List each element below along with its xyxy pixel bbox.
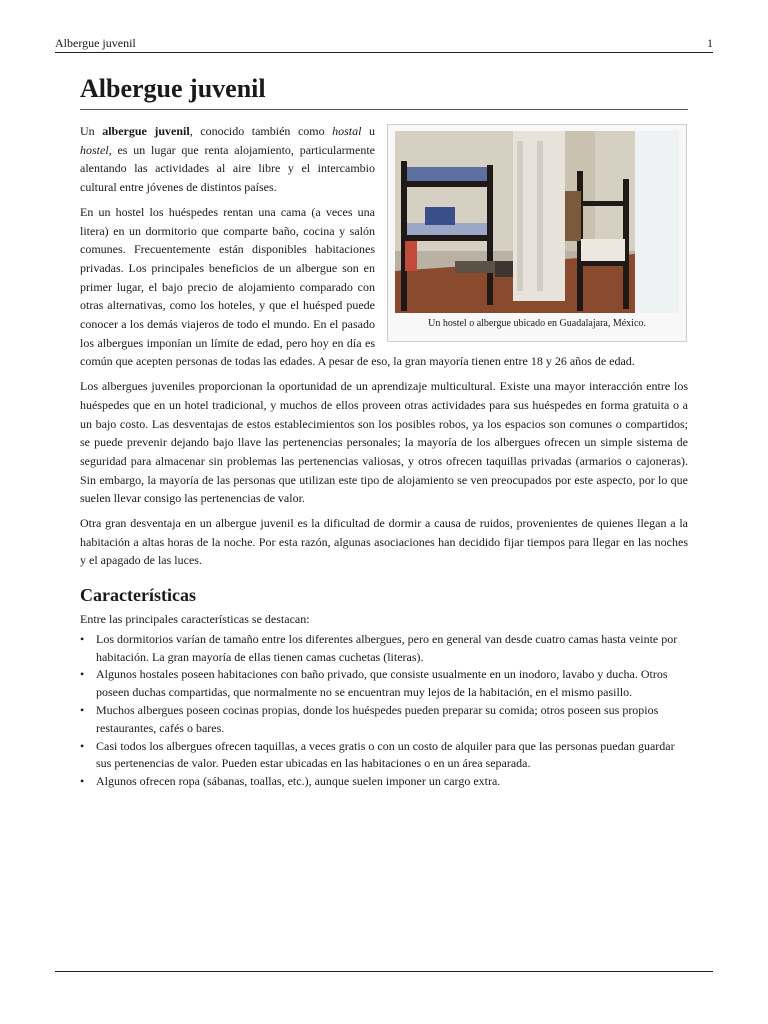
intro-text: Un <box>80 124 103 138</box>
intro-italic-term: hostel <box>80 142 109 157</box>
body-paragraph: Los albergues juveniles proporcionan la oportunidad de un aprendizaje multicultural. Existe una mayor interacción entre los huéspedes que en un hotel tradicional, y muchos de ellos proveen otras actividades para sus huéspedes en forma gratuita o a un bajo costo. Las desventajas de estos establecimientos son los posibles robos, ya los espacios son comunes o compartidos; se puede prevenir dejando bajo llave las pertenencias personales; la mayoría de los albergues ofrecen un simple sistema de seguridad para almacenar sin problemas las pertenencias valiosas, y otros ofrecen taquillas privadas (armarios o cajoneras). Sin embargo, la mayoría de las personas que utilizan este tipo de alojamiento se ven preocupados por este aspecto, por lo que suelen llevar consigo las pertenencias de valor. <box>80 379 688 506</box>
intro-text: , conocido también como <box>189 124 333 138</box>
list-item: • Algunos ofrecen ropa (sábanas, toallas, etc.), aunque suelen imponer un cargo extra. <box>96 773 688 791</box>
intro-bold-term: albergue juvenil <box>102 124 190 138</box>
page-number: 1 <box>707 36 713 50</box>
running-title: Albergue juvenil <box>55 36 136 50</box>
list-item: • Muchos albergues poseen cocinas propias, donde los huéspedes pueden preparar su comida; otros poseen sus propios restaurantes, cafés o bares. <box>96 702 688 738</box>
list-item: • Casi todos los albergues ofrecen taquillas, a veces gratis o con un costo de alquiler para que las personas puedan guardar sus pertenencias de valor. Pueden estar ubicadas en las habitaciones o en un área separada. <box>96 738 688 774</box>
figure <box>387 124 687 342</box>
figure-caption: Un hostel o albergue ubicado en Guadalajara, México. <box>428 318 646 329</box>
intro-text: u <box>361 124 376 138</box>
body-paragraph: Otra gran desventaja en un albergue juvenil es la dificultad de dormir a causa de ruidos, provenientes de quienes llegan a la habitación a altas horas de la noche. Por esta razón, algunas asociaciones han decidido fijar tiempos para llegar en las noches y el apagado de las luces. <box>80 516 688 568</box>
section-intro: Entre las principales características se destacan: <box>80 612 310 627</box>
body-paragraph: En un hostel los huéspedes rentan una cama (a veces una litera) en un dormitorio que comparte baño, cocina y salón comunes. Frecuentemente están disponibles habitaciones privadas. Los principales beneficios de un albergue son en primer lugar, el bajo precio de alojamiento comparado con otras alternativas, como los hoteles, y que el huésped puede conocer a los demás viajeros de todo el mundo. En el pasado los albergues imponían un límite de edad, pero hoy en día es común que acepten personas de todas las edades. A pesar de eso, la gran mayoría tienen entre 18 y 26 años de edad. <box>80 204 635 369</box>
hostel-photo <box>395 131 679 313</box>
intro-italic-term: hostal <box>332 124 362 138</box>
footer-rule <box>55 971 713 972</box>
page-title: Albergue juvenil <box>80 74 688 110</box>
article-body <box>80 74 688 791</box>
list-item: • Algunos hostales poseen habitaciones con baño privado, que consiste usualmente en un inodoro, lavabo y ducha. Otros poseen duchas compartidas, que normalmente no se encuentran muy lejos de la habitación, en el mismo pasillo. <box>96 666 688 702</box>
intro-text: , es un lugar que renta alojamiento, particularmente alentando las actividades al aire libre y el intercambio cultural entre jóvenes de distintos países. <box>80 142 375 195</box>
running-header <box>55 36 713 53</box>
list-item: • Los dormitorios varían de tamaño entre los diferentes albergues, pero en general van desde cuatro camas hasta veinte por habitación. La gran mayoría de ellas tienen camas cuchetas (literas). <box>96 631 688 667</box>
characteristics-list <box>80 631 688 791</box>
section-heading: Características <box>80 585 196 606</box>
